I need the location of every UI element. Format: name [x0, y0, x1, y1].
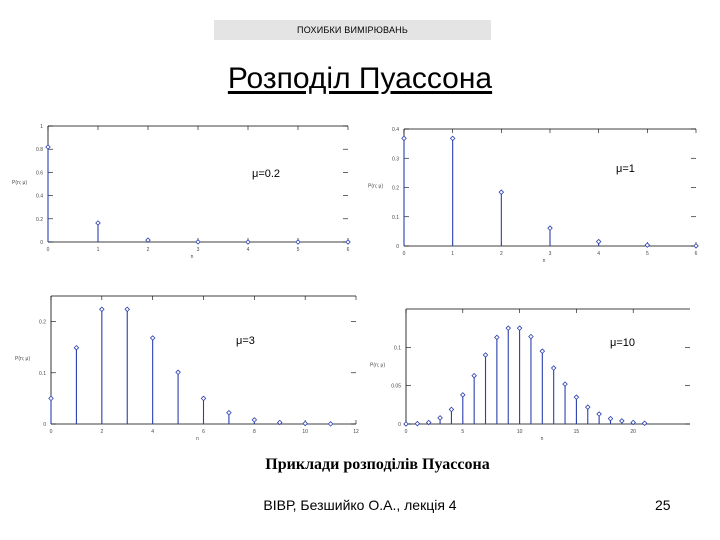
y-axis-label: P(n; μ)	[368, 183, 384, 190]
data-point	[596, 239, 600, 243]
x-tick-label: 2	[100, 429, 104, 435]
y-tick-label: 0.2	[36, 216, 43, 223]
data-point	[517, 326, 521, 330]
x-tick-label: 4	[151, 429, 155, 435]
data-point	[551, 366, 555, 370]
x-axis-label: n	[542, 258, 546, 264]
x-tick-label: 1	[451, 251, 455, 257]
data-point	[529, 334, 533, 338]
data-point	[125, 307, 129, 311]
y-tick-label: 0.3	[392, 156, 399, 163]
data-point	[74, 346, 78, 350]
data-point	[49, 396, 53, 400]
x-tick-label: 2	[499, 251, 503, 257]
y-tick-label: 0.1	[39, 370, 46, 377]
data-point	[472, 374, 476, 378]
data-point	[540, 349, 544, 353]
data-point	[404, 422, 408, 426]
x-tick-label: 3	[548, 251, 552, 257]
data-point	[402, 136, 406, 140]
x-tick-label: 0	[402, 251, 406, 257]
y-tick-label: 0.8	[36, 147, 43, 154]
x-tick-label: 6	[202, 429, 205, 435]
data-point	[597, 412, 601, 416]
y-tick-label: 0	[396, 244, 399, 250]
data-point	[694, 244, 698, 248]
y-tick-label: 0.1	[392, 214, 399, 221]
x-tick-label: 10	[516, 429, 523, 435]
y-axis-label: P(n; μ)	[370, 362, 386, 369]
data-point	[227, 411, 231, 415]
data-point	[303, 421, 307, 425]
slide-header-text: ПОХИБКИ ВИМІРЮВАНЬ	[297, 25, 408, 35]
slide-title: Розподіл Пуассона	[227, 62, 493, 95]
data-point	[150, 336, 154, 340]
x-tick-label: 1	[96, 247, 100, 253]
data-point	[642, 421, 646, 425]
x-tick-label: 15	[573, 429, 580, 435]
y-axis-label: P(n; μ)	[12, 180, 28, 186]
data-point	[100, 307, 104, 311]
mu-annotation: μ=0.2	[252, 168, 281, 180]
figure-caption: Приклади розподілів Пуассона	[265, 456, 490, 473]
mu-annotation: μ=10	[610, 337, 635, 349]
data-point	[608, 416, 612, 420]
x-tick-label: 6	[694, 251, 698, 257]
data-point	[645, 243, 649, 247]
page-number: 25	[655, 497, 671, 513]
x-tick-label: 0	[46, 247, 50, 253]
data-point	[46, 145, 50, 149]
data-point	[346, 240, 350, 244]
data-point	[328, 422, 332, 426]
data-point	[461, 393, 465, 397]
x-axis-label: n	[196, 436, 199, 442]
data-point	[574, 395, 578, 399]
y-tick-label: 0	[40, 240, 43, 246]
data-point	[449, 407, 453, 411]
y-tick-label: 0.05	[391, 383, 401, 390]
x-tick-label: 6	[346, 247, 350, 253]
x-tick-label: 20	[630, 429, 636, 435]
data-point	[548, 226, 552, 230]
x-tick-label: 5	[645, 251, 649, 257]
data-point	[483, 353, 487, 357]
data-point	[438, 416, 442, 420]
x-tick-label: 5	[461, 429, 465, 435]
x-tick-label: 0	[404, 429, 408, 435]
y-axis-label: P(n; μ)	[15, 356, 31, 362]
y-tick-label: 1	[40, 124, 43, 130]
x-tick-label: 4	[597, 251, 601, 257]
y-tick-label: 0.1	[394, 345, 401, 352]
data-point	[252, 418, 256, 422]
chart-panel-4	[370, 309, 690, 442]
chart-panel-3	[15, 296, 359, 442]
data-point	[176, 370, 180, 374]
x-tick-label: 12	[353, 429, 359, 435]
mu-annotation: μ=1	[616, 163, 635, 175]
y-tick-label: 0.2	[392, 185, 399, 192]
data-point	[246, 240, 250, 244]
x-tick-label: 2	[146, 247, 150, 253]
mu-annotation: μ=3	[236, 335, 255, 347]
x-tick-label: 4	[246, 247, 250, 253]
data-point	[620, 419, 624, 423]
y-tick-label: 0	[43, 422, 46, 428]
x-tick-label: 0	[49, 429, 53, 435]
x-tick-label: 8	[252, 429, 256, 435]
data-point	[495, 335, 499, 339]
data-point	[415, 421, 419, 425]
data-point	[196, 240, 200, 244]
x-tick-label: 3	[196, 247, 200, 253]
x-tick-label: 10	[302, 429, 308, 435]
x-tick-label: 5	[296, 247, 300, 253]
data-point	[450, 136, 454, 140]
x-axis-label: n	[190, 254, 194, 260]
data-point	[201, 396, 205, 400]
chart-panel-2	[368, 127, 698, 264]
data-point	[563, 382, 567, 386]
y-tick-label: 0.4	[36, 193, 43, 200]
data-point	[296, 240, 300, 244]
y-tick-label: 0.2	[39, 319, 46, 326]
footer-author: ВІВР, Безшийко О.А., лекція 4	[263, 497, 457, 513]
data-point	[586, 405, 590, 409]
data-point	[499, 190, 503, 194]
y-tick-label: 0.4	[392, 127, 399, 133]
chart-panel-1	[12, 124, 350, 260]
data-point	[96, 221, 100, 225]
data-point	[506, 326, 510, 330]
y-tick-label: 0	[398, 422, 401, 428]
x-axis-label: n	[540, 436, 544, 442]
y-tick-label: 0.6	[36, 170, 43, 177]
